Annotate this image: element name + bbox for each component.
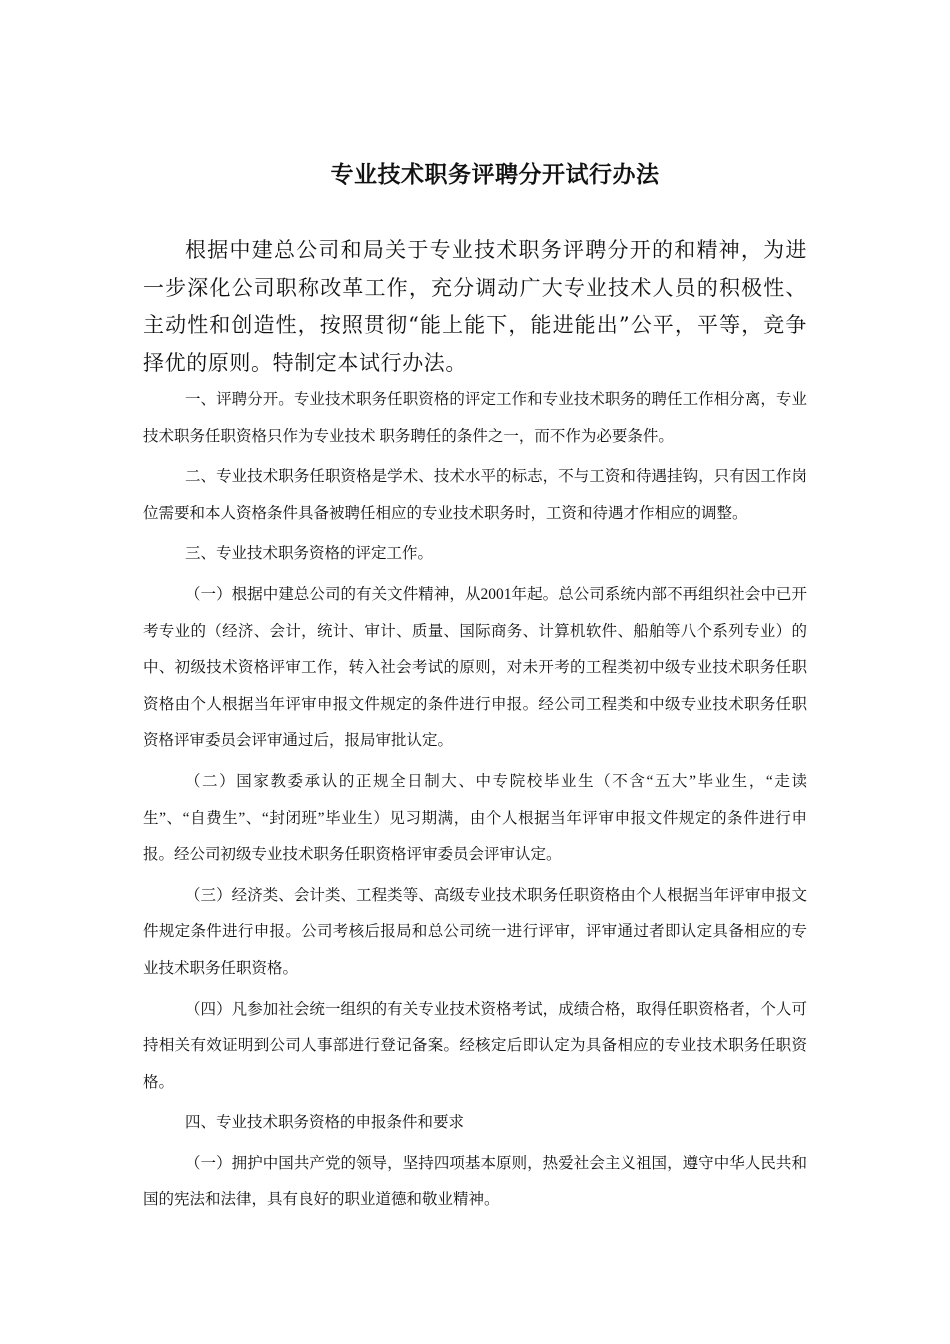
intro-paragraph: 根据中建总公司和局关于专业技术职务评聘分开的和精神，为进一步深化公司职称改革工作，充分调动广大专业技术人员的积极性、主动性和创造性，按照贯彻“能上能下，能进能出”公平，平等，竞争择优的原则。特制定本试行办法。 — [143, 238, 807, 375]
section-3-item-1: （一）根据中建总公司的有关文件精神，从2001年起。总公司系统内部不再组织社会中已开考专业的（经济、会计，统计、审计、质量、国际商务、计算机软件、船舶等八个系列专业）的中、初级技术资格评审工作，转入社会考试的原则，对未开考的工程类初中级专业技术职务任职资格由个人根据当年评审申报文件规定的条件进行申报。经公司工程类和中级专业技术职务任职资格评审委员会评审通过后，报局审批认定。 — [143, 585, 807, 750]
section-3-item-4: （四）凡参加社会统一组织的有关专业技术资格考试，成绩合格，取得任职资格者，个人可持相关有效证明到公司人事部进行登记备案。经核定后即认定为具备相应的专业技术职务任职资格。 — [143, 1000, 807, 1091]
section-3-heading: 三、专业技术职务资格的评定工作。 — [185, 545, 434, 563]
section-4-item-1: （一）拥护中国共产党的领导，坚持四项基本原则，热爱社会主义祖国，遵守中华人民共和国的宪法和法律，具有良好的职业道德和敬业精神。 — [143, 1154, 807, 1209]
document-body — [143, 382, 807, 1223]
section-3-item-3: （三）经济类、会计类、工程类等、高级专业技术职务任职资格由个人根据当年评审申报文件规定条件进行申报。公司考核后报局和总公司统一进行评审，评审通过者即认定具备相应的专业技术职务任职资格。 — [143, 886, 807, 977]
section-4-heading: 四、专业技术职务资格的申报条件和要求 — [185, 1114, 465, 1132]
section-3-item-2: （二）国家教委承认的正规全日制大、中专院校毕业生（不含“五大”毕业生，“走读生”、“自费生”、“封闭班”毕业生）见习期满，由个人根据当年评审申报文件规定的条件进行申报。经公司初级专业技术职务任职资格评审委员会评审认定。 — [143, 772, 807, 864]
section-1-paragraph: 一、评聘分开。专业技术职务任职资格的评定工作和专业技术职务的聘任工作相分离，专业技术职务任职资格只作为专业技术 职务聘任的条件之一，而不作为必要条件。 — [143, 391, 807, 445]
section-2-paragraph: 二、专业技术职务任职资格是学术、技术水平的标志，不与工资和待遇挂钩，只有因工作岗位需要和本人资格条件具备被聘任相应的专业技术职务时，工资和待遇才作相应的调整。 — [143, 468, 807, 522]
document-title: 专业技术职务评聘分开试行办法 — [330, 162, 660, 188]
